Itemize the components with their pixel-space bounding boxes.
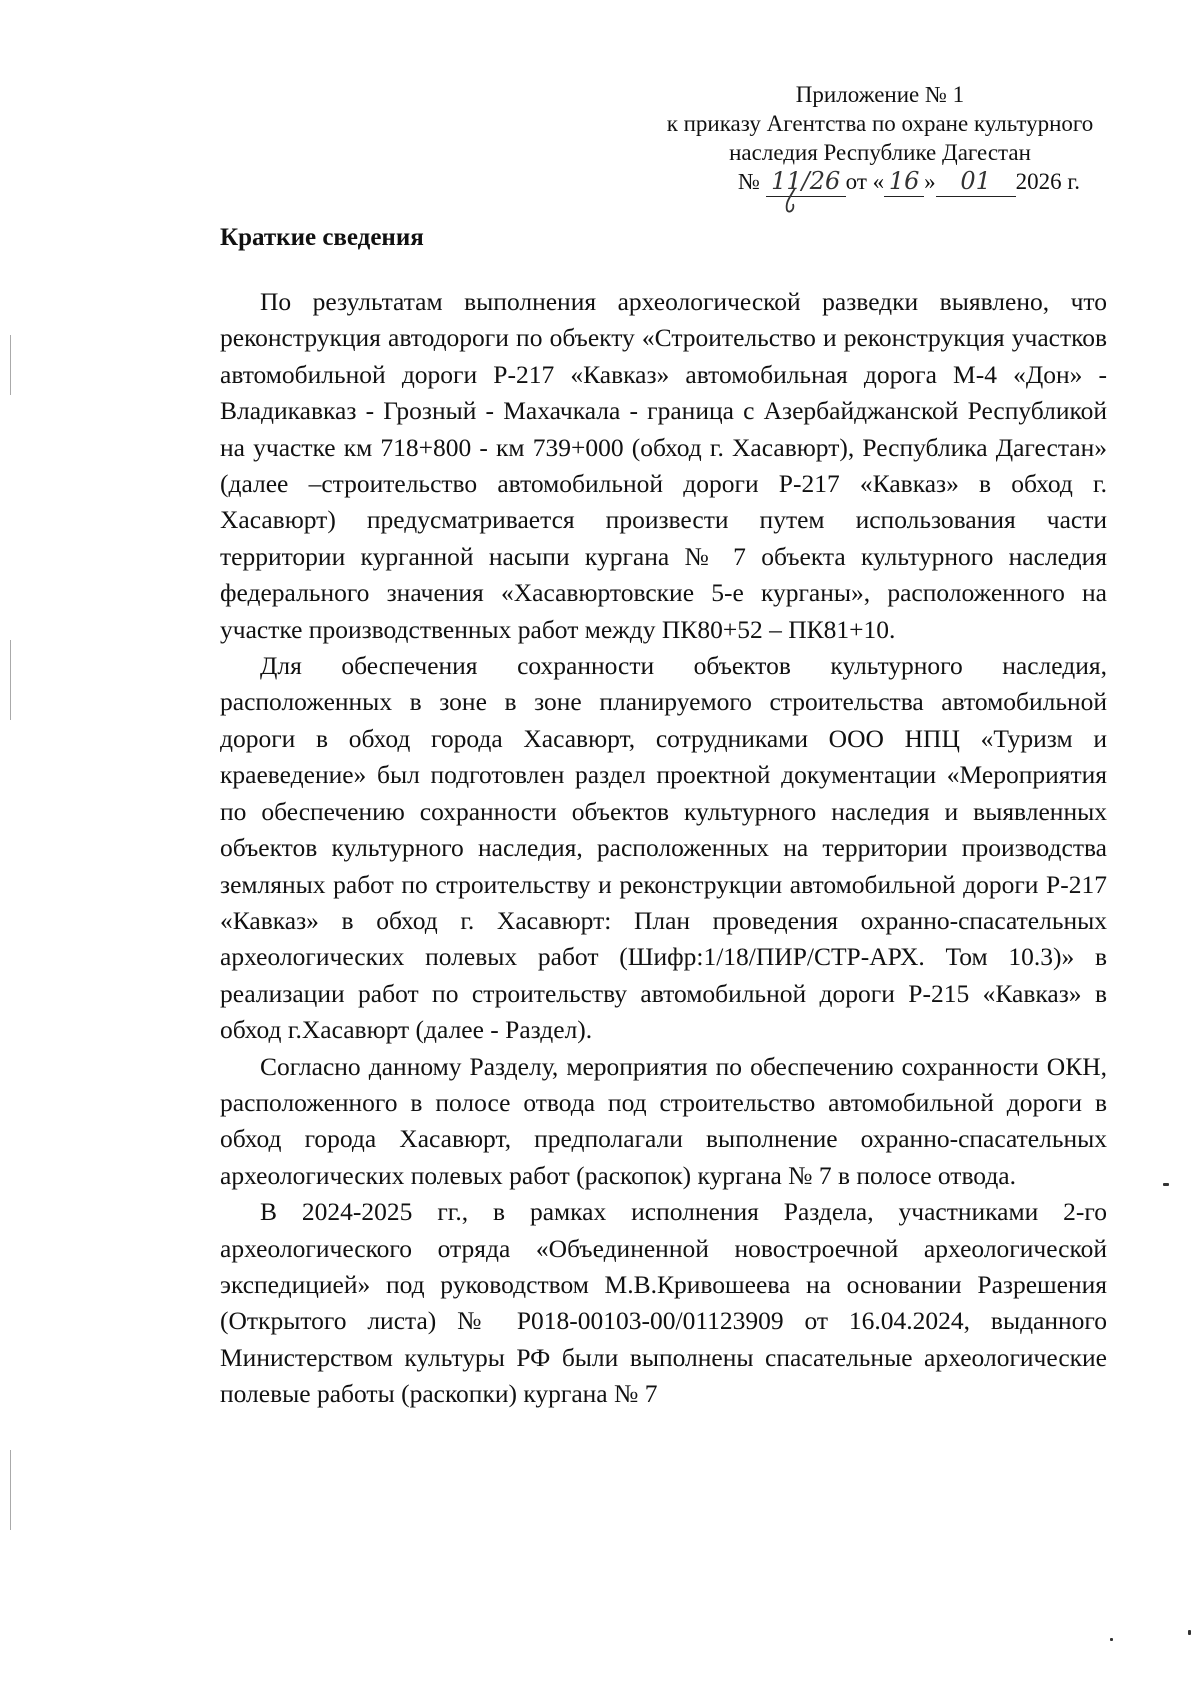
date-open: от « — [845, 169, 885, 194]
paragraph-4: В 2024-2025 гг., в рамках исполнения Раздела, участниками 2-го археологического отряда «Объединенной новостроечной археологической экспедицией» под руководством М.В.Кривошеева на основании Разрешения (Открытого листа) № Р018-00103-00/01123909 от 16.04.2024, выданного Министерством культуры РФ были выполнены спасательные археологические полевые работы (раскопки) кургана № 7 — [220, 1197, 1107, 1409]
scan-speck — [1163, 1183, 1169, 1186]
document-body — [220, 284, 1107, 1413]
appendix-title: Приложение № 1 — [795, 82, 965, 107]
appendix-agency-line: наследия Республике Дагестан — [729, 140, 1031, 165]
scan-speck — [1188, 1630, 1191, 1635]
scan-margin-mark — [10, 335, 11, 395]
appendix-header — [640, 80, 1120, 197]
year-text: 2026 г. — [1015, 169, 1080, 194]
scan-margin-mark — [10, 1450, 11, 1530]
paragraph-2: Для обеспечения сохранности объектов культурного наследия, расположенных в зоне в зоне планируемого строительства автомобильной дороги в обход города Хасавюрт, сотрудниками ООО НПЦ «Туризм и краеведение» был подготовлен раздел проектной документации «Мероприятия по обеспечению сохранности объектов культурного наследия и выявленных объектов культурного наследия, расположенных на территории производства земляных работ по строительству и реконструкции автомобильной дороги Р-217 «Кавказ» в обход г. Хасавюрт: План проведения охранно-спасательных археологических полевых работ (Шифр:1/18/ПИР/СТР-АРХ. Том 10.3)» в реализации работ по строительству автомобильной дороги Р-215 «Кавказ» в обход г.Хасавюрт (далее - Раздел). — [220, 651, 1107, 1045]
appendix-order-line: к приказу Агентства по охране культурного — [666, 111, 1094, 136]
scan-margin-mark — [10, 640, 11, 720]
handwritten-day: 16 — [884, 167, 924, 197]
document-title: Краткие сведения — [220, 224, 424, 251]
handwritten-month: 01 — [936, 167, 1016, 197]
paragraph-3: Согласно данному Разделу, мероприятия по обеспечению сохранности ОКН, расположенного в полосе отвода под строительство автомобильной дороги в обход города Хасавюрт, предполагали выполнение охранно-спасательных археологических полевых работ (раскопок) кургана № 7 в полосе отвода. — [220, 1051, 1107, 1190]
order-number-date-line — [640, 167, 1120, 197]
paragraph-1: По результатам выполнения археологической разведки выявлено, что реконструкция автодороги по объекту «Строительство и реконструкция участков автомобильной дороги Р-217 «Кавказ» автомобильная дорога М-4 «Дон» - Владикавказ - Грозный - Махачкала - граница с Азербайджанской Республикой на участке км 718+800 - км 739+000 (обход г. Хасавюрт), Республика Дагестан» (далее –строительство автомобильной дороги Р-217 «Кавказ» в обход г. Хасавюрт) предусматривается произвести путем использования части территории курганной насыпи кургана № 7 объекта культурного наследия федерального значения «Хасавюртовские 5-е курганы», расположенного на участке производственных работ между ПК80+52 – ПК81+10. — [220, 287, 1107, 644]
date-mid: » — [924, 169, 936, 194]
number-sign: № — [737, 169, 760, 194]
scan-speck — [1110, 1638, 1113, 1641]
signature-stroke-icon — [781, 186, 803, 216]
handwritten-order-number: 11/26 — [766, 167, 846, 197]
